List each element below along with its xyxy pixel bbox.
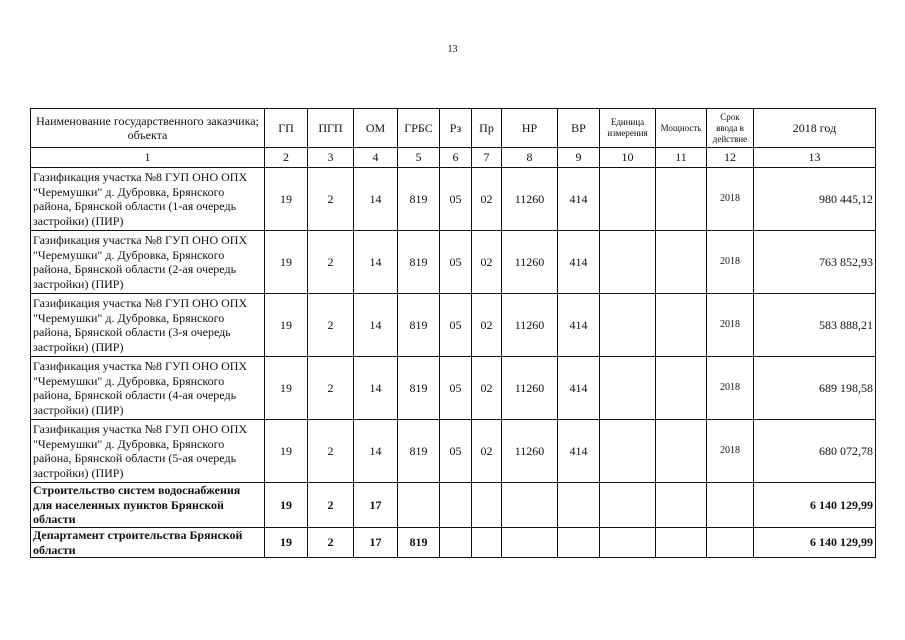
cell-pr: [472, 528, 502, 558]
object-name: Газификация участка №8 ГУП ОНО ОПХ "Черемушки" д. Дубровка, Брянского района, Брянской области (2-ая очередь застройки) (ПИР): [31, 231, 265, 294]
header-power: Мощность: [656, 109, 707, 148]
cell-rz: 05: [440, 168, 472, 231]
header-pr: Пр: [472, 109, 502, 148]
cell-power: [656, 294, 707, 357]
cell-amount: 689 198,58: [754, 357, 876, 420]
cell-pr: 02: [472, 294, 502, 357]
cell-unit: [600, 357, 656, 420]
cell-pgp: 2: [308, 528, 354, 558]
cell-grbs: 819: [398, 168, 440, 231]
table-row: [31, 420, 876, 483]
cell-gp: 19: [265, 357, 308, 420]
cell-amount: 6 140 129,99: [754, 528, 876, 558]
cell-om: 17: [354, 528, 398, 558]
column-number: 5: [398, 148, 440, 168]
cell-pr: 02: [472, 420, 502, 483]
cell-rz: 05: [440, 294, 472, 357]
cell-vr: 414: [558, 357, 600, 420]
column-number: 12: [707, 148, 754, 168]
cell-amount: 680 072,78: [754, 420, 876, 483]
cell-vr: 414: [558, 420, 600, 483]
cell-pgp: 2: [308, 231, 354, 294]
column-number: 11: [656, 148, 707, 168]
cell-power: [656, 231, 707, 294]
cell-pgp: 2: [308, 357, 354, 420]
object-name: Строительство систем водоснабжения для населенных пунктов Брянской области: [31, 483, 265, 528]
column-number: 10: [600, 148, 656, 168]
table-row: [31, 294, 876, 357]
cell-nr: 11260: [502, 231, 558, 294]
cell-gp: 19: [265, 294, 308, 357]
cell-unit: [600, 294, 656, 357]
cell-om: 17: [354, 483, 398, 528]
cell-pr: [472, 483, 502, 528]
cell-term: 2018: [707, 420, 754, 483]
cell-vr: 414: [558, 294, 600, 357]
cell-rz: 05: [440, 231, 472, 294]
cell-nr: 11260: [502, 357, 558, 420]
column-number: 2: [265, 148, 308, 168]
cell-term: [707, 483, 754, 528]
cell-vr: [558, 483, 600, 528]
cell-om: 14: [354, 168, 398, 231]
object-name: Департамент строительства Брянской области: [31, 528, 265, 558]
cell-unit: [600, 420, 656, 483]
table-row: [31, 357, 876, 420]
cell-term: 2018: [707, 168, 754, 231]
cell-power: [656, 483, 707, 528]
cell-nr: [502, 528, 558, 558]
cell-pr: 02: [472, 231, 502, 294]
column-number: 1: [31, 148, 265, 168]
cell-rz: 05: [440, 357, 472, 420]
header-name: Наименование государственного заказчика; объекта: [31, 109, 265, 148]
cell-vr: 414: [558, 231, 600, 294]
cell-term: 2018: [707, 231, 754, 294]
header-vr: ВР: [558, 109, 600, 148]
table-row: [31, 168, 876, 231]
cell-grbs: [398, 483, 440, 528]
cell-rz: [440, 483, 472, 528]
header-om: ОМ: [354, 109, 398, 148]
cell-amount: 980 445,12: [754, 168, 876, 231]
cell-term: 2018: [707, 357, 754, 420]
cell-unit: [600, 483, 656, 528]
table-header-row: [31, 109, 876, 148]
cell-amount: 583 888,21: [754, 294, 876, 357]
cell-gp: 19: [265, 168, 308, 231]
cell-gp: 19: [265, 483, 308, 528]
object-name: Газификация участка №8 ГУП ОНО ОПХ "Черемушки" д. Дубровка, Брянского района, Брянской области (4-ая очередь застройки) (ПИР): [31, 357, 265, 420]
cell-amount: 763 852,93: [754, 231, 876, 294]
column-number: 6: [440, 148, 472, 168]
column-number: 4: [354, 148, 398, 168]
page-number: 13: [447, 44, 458, 55]
cell-power: [656, 420, 707, 483]
cell-amount: 6 140 129,99: [754, 483, 876, 528]
cell-rz: [440, 528, 472, 558]
cell-unit: [600, 528, 656, 558]
cell-nr: 11260: [502, 168, 558, 231]
cell-nr: [502, 483, 558, 528]
cell-term: [707, 528, 754, 558]
cell-grbs: 819: [398, 294, 440, 357]
cell-om: 14: [354, 231, 398, 294]
header-nr: НР: [502, 109, 558, 148]
header-term: Срок ввода в действие: [707, 109, 754, 148]
column-number-row: [31, 148, 876, 168]
cell-term: 2018: [707, 294, 754, 357]
header-unit: Единица измерения: [600, 109, 656, 148]
header-grbs: ГРБС: [398, 109, 440, 148]
column-number: 13: [754, 148, 876, 168]
column-number: 3: [308, 148, 354, 168]
header-year: 2018 год: [754, 109, 876, 148]
cell-nr: 11260: [502, 420, 558, 483]
cell-grbs: 819: [398, 231, 440, 294]
cell-power: [656, 357, 707, 420]
cell-pr: 02: [472, 357, 502, 420]
cell-power: [656, 528, 707, 558]
cell-unit: [600, 231, 656, 294]
cell-gp: 19: [265, 528, 308, 558]
cell-rz: 05: [440, 420, 472, 483]
cell-pgp: 2: [308, 420, 354, 483]
object-name: Газификация участка №8 ГУП ОНО ОПХ "Черемушки" д. Дубровка, Брянского района, Брянской области (3-я очередь застройки) (ПИР): [31, 294, 265, 357]
cell-grbs: 819: [398, 357, 440, 420]
cell-gp: 19: [265, 231, 308, 294]
budget-table: [30, 108, 876, 558]
table-row: [31, 231, 876, 294]
header-gp: ГП: [265, 109, 308, 148]
cell-vr: 414: [558, 168, 600, 231]
cell-grbs: 819: [398, 528, 440, 558]
table-row: [31, 483, 876, 528]
cell-vr: [558, 528, 600, 558]
cell-unit: [600, 168, 656, 231]
header-rz: Рз: [440, 109, 472, 148]
cell-nr: 11260: [502, 294, 558, 357]
column-number: 9: [558, 148, 600, 168]
column-number: 8: [502, 148, 558, 168]
cell-power: [656, 168, 707, 231]
object-name: Газификация участка №8 ГУП ОНО ОПХ "Черемушки" д. Дубровка, Брянского района, Брянской области (5-ая очередь застройки) (ПИР): [31, 420, 265, 483]
cell-om: 14: [354, 357, 398, 420]
cell-pgp: 2: [308, 483, 354, 528]
cell-grbs: 819: [398, 420, 440, 483]
cell-pgp: 2: [308, 168, 354, 231]
object-name: Газификация участка №8 ГУП ОНО ОПХ "Черемушки" д. Дубровка, Брянского района, Брянской области (1-ая очередь застройки) (ПИР): [31, 168, 265, 231]
header-pgp: ПГП: [308, 109, 354, 148]
cell-gp: 19: [265, 420, 308, 483]
cell-om: 14: [354, 294, 398, 357]
cell-pgp: 2: [308, 294, 354, 357]
column-number: 7: [472, 148, 502, 168]
cell-om: 14: [354, 420, 398, 483]
cell-pr: 02: [472, 168, 502, 231]
table-row: [31, 528, 876, 558]
